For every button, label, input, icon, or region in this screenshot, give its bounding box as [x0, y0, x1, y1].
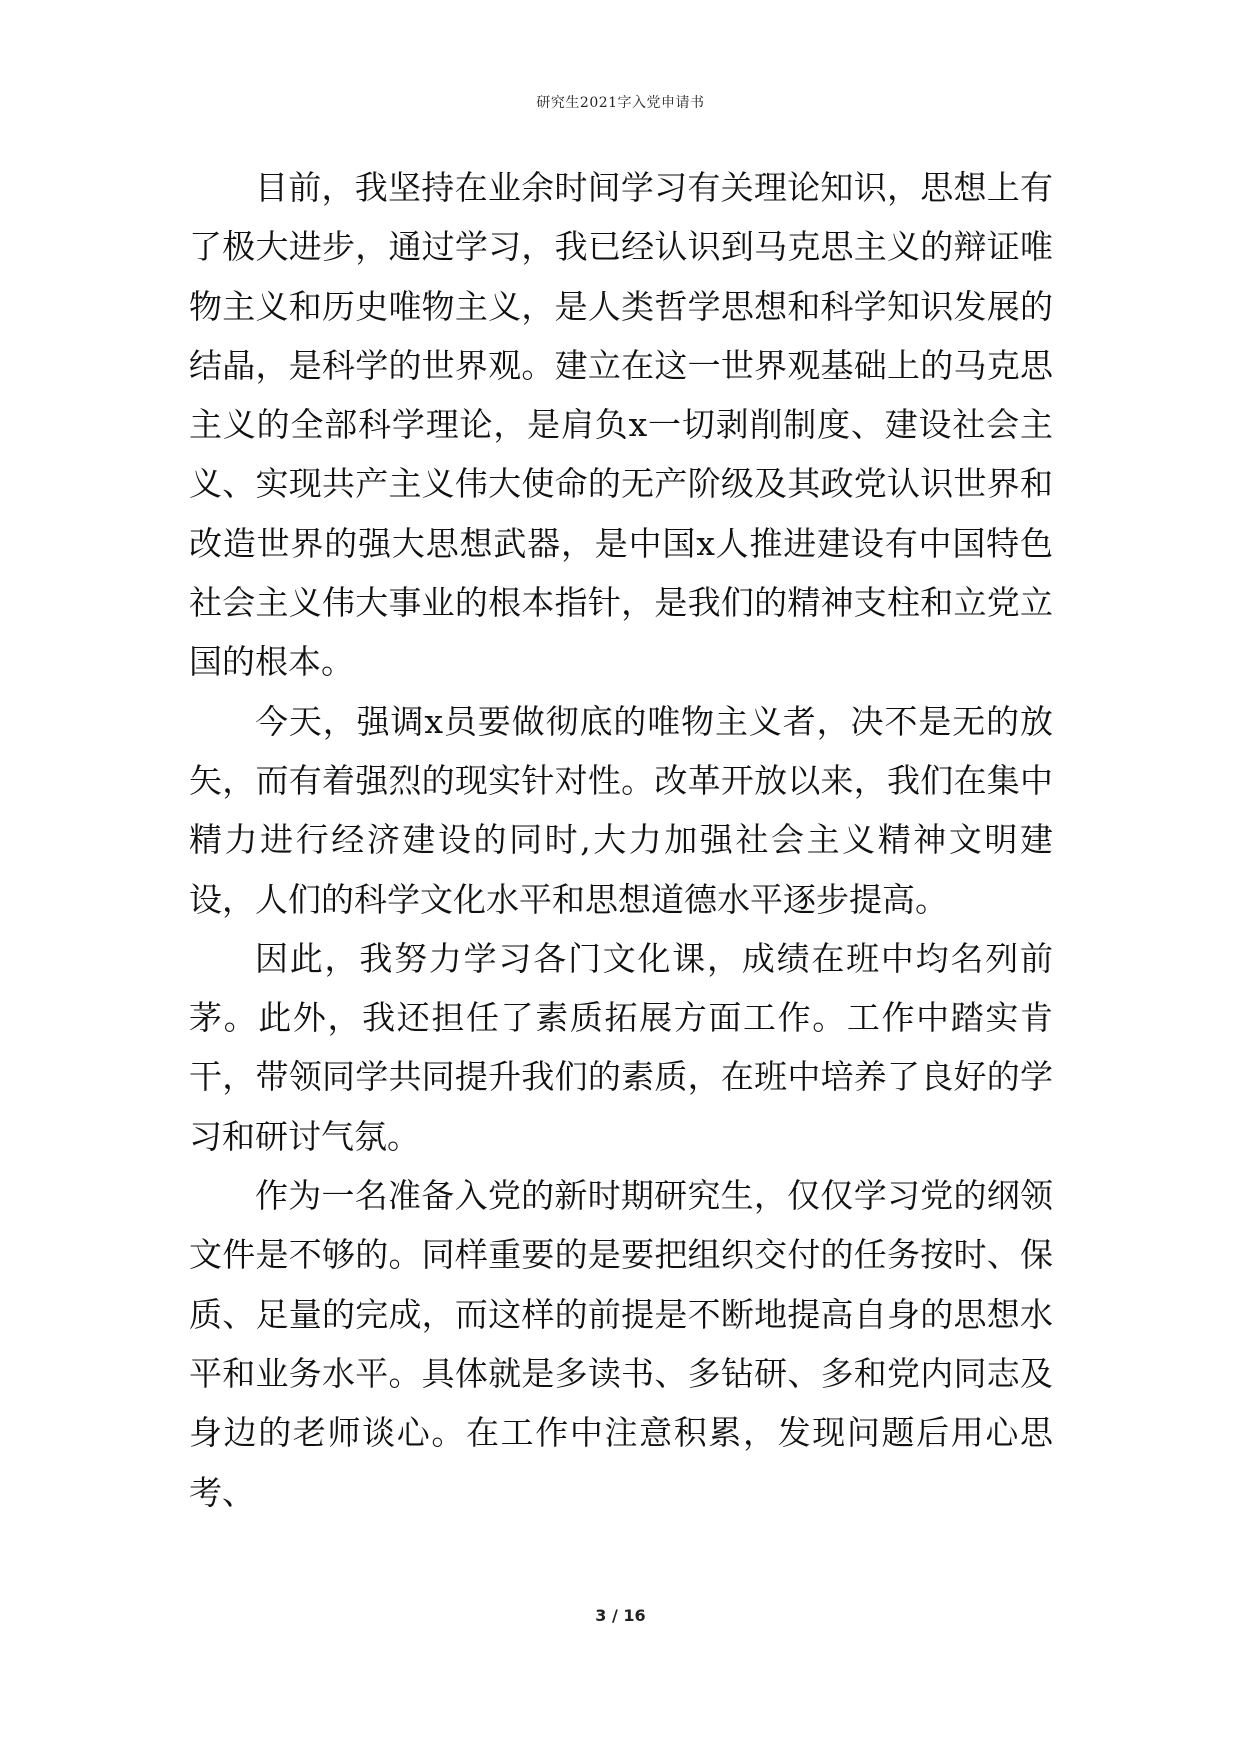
paragraph-3: 因此，我努力学习各门文化课，成绩在班中均名列前茅。此外，我还担任了素质拓展方面工作。工作中踏实肯干，带领同学共同提升我们的素质，在班中培养了良好的学习和研讨气氛。 — [189, 938, 1053, 1156]
page-number: 3 / 16 — [595, 1606, 646, 1625]
document-body — [189, 158, 1053, 1522]
paragraph-2: 今天，强调x员要做彻底的唯物主义者，决不是无的放矢，而有着强烈的现实针对性。改革开放以来，我们在集中精力进行经济建设的同时,大力加强社会主义精神文明建设，人们的科学文化水平和思想道德水平逐步提高。 — [189, 701, 1053, 919]
page-header-title: 研究生2021字入党申请书 — [536, 95, 705, 111]
paragraph-4: 作为一名准备入党的新时期研究生，仅仅学习党的纲领文件是不够的。同样重要的是要把组织交付的任务按时、保质、足量的完成，而这样的前提是不断地提高自身的思想水平和业务水平。具体就是多读书、多钻研、多和党内同志及身边的老师谈心。在工作中注意积累，发现问题后用心思考、 — [189, 1176, 1053, 1512]
paragraph-1: 目前，我坚持在业余时间学习有关理论知识，思想上有了极大进步，通过学习，我已经认识到马克思主义的辩证唯物主义和历史唯物主义，是人类哲学思想和科学知识发展的结晶，是科学的世界观。建立在这一世界观基础上的马克思主义的全部科学理论，是肩负x一切剥削制度、建设社会主义、实现共产主义伟大使命的无产阶级及其政党认识世界和改造世界的强大思想武器，是中国x人推进建设有中国特色社会主义伟大事业的根本指针，是我们的精神支柱和立党立国的根本。 — [189, 168, 1053, 682]
